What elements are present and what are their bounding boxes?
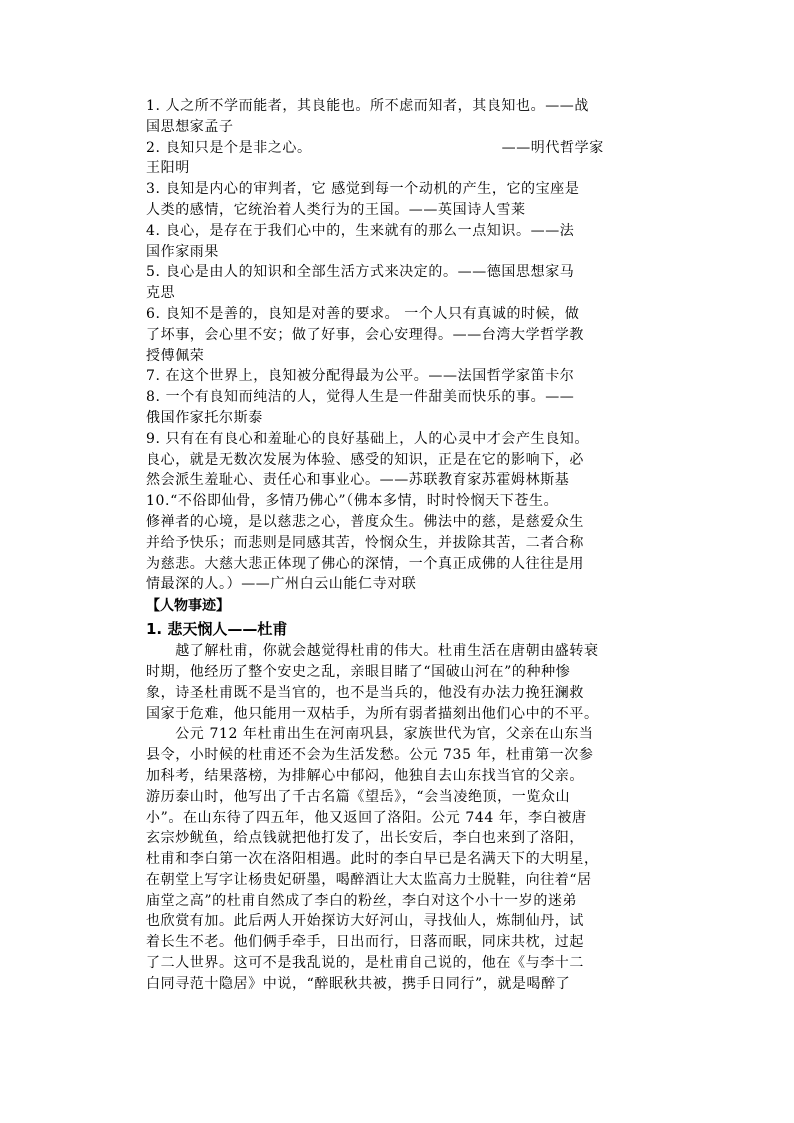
quote-line: 了坏事，会心里不安；做了好事，会心安理得。——台湾大学哲学教 — [146, 326, 584, 343]
story-line: 国家于危难，他只能用一双枯手，为所有弱者描刻出他们心中的不平。 — [146, 705, 599, 722]
section-heading: 【人物事迹】 — [146, 598, 230, 615]
story-line: 在朝堂上写字让杨贵妃研墨，喝醉酒让大太监高力士脱鞋，向往着“居 — [146, 871, 592, 888]
quote-line: 国作家雨果 — [146, 243, 219, 260]
story-line: 公元 712 年杜甫出生在河南巩县，家族世代为官，父亲在山东当 — [146, 726, 594, 743]
story-line: 也欣赏有加。此后两人开始探访大好河山，寻找仙人，炼制仙丹，试 — [146, 913, 584, 930]
story-line: 白同寻范十隐居》中说，“醉眠秋共被，携手日同行”，就是喝醉了 — [146, 975, 571, 992]
story-line: 时期，他经历了整个安史之乱，亲眼目睹了“国破山河在”的种种惨 — [146, 663, 571, 680]
document-page — [146, 96, 691, 995]
story-line: 了二人世界。这可不是我乱说的，是杜甫自己说的，他在《与李十二 — [146, 955, 584, 972]
quote-line: 国思想家孟子 — [146, 118, 234, 135]
story-line: 庙堂之高”的杜甫自然成了李白的粉丝，李白对这个小十一岁的迷弟 — [146, 892, 578, 909]
quote-line: 修禅者的心境，是以慈悲之心，普度众生。佛法中的慈，是慈爱众生 — [146, 513, 584, 530]
quote-line: 良心，就是无数次发展为体验、感受的知识，正是在它的影响下，必 — [146, 451, 584, 468]
story-line: 象，诗圣杜甫既不是当官的，也不是当兵的，他没有办法力挽狂澜救 — [146, 684, 584, 701]
quote-line: 情最深的人。）——广州白云山能仁寺对联 — [146, 576, 417, 593]
quote-line: 并给予快乐；而悲则是同感其苦，怜悯众生，并拔除其苦，二者合称 — [146, 534, 584, 551]
story-line: 着长生不老。他们俩手牵手，日出而行，日落而眠，同床共枕，过起 — [146, 934, 584, 951]
quote-line: 俄国作家托尔斯泰 — [146, 409, 263, 426]
quote-line: 3. 良知是内心的审判者，它 感觉到每一个动机的产生，它的宝座是 — [146, 181, 580, 198]
quote-line: 授傅佩荣 — [146, 347, 205, 364]
story-line: 游历泰山时，他写出了千古名篇《望岳》，“会当凌绝顶，一览众山 — [146, 788, 571, 805]
quote-line: 为慈悲。大慈大悲正体现了佛心的深情，一个真正成佛的人往往是用 — [146, 555, 584, 572]
story-line: 越了解杜甫，你就会越觉得杜甫的伟大。杜甫生活在唐朝由盛转衰 — [146, 643, 599, 660]
quote-attribution: ——明代哲学家 — [501, 139, 604, 156]
quote-text: 2. 良知只是个是非之心。 — [146, 139, 312, 156]
story-title: 1. 悲天悯人——杜甫 — [146, 620, 288, 639]
quote-line: 6. 良知不是善的，良知是对善的要求。 一个人只有真诚的时候，做 — [146, 305, 580, 322]
story-line: 小”。在山东待了四五年，他又返回了洛阳。公元 744 年，李白被唐 — [146, 809, 587, 826]
quote-line: 然会派生羞耻心、责任心和事业心。——苏联教育家苏霍姆林斯基 — [146, 472, 570, 489]
quote-line: 克思 — [146, 285, 176, 302]
quote-line: 4. 良心，是存在于我们心中的，生来就有的那么一点知识。——法 — [146, 222, 575, 239]
story-line: 杜甫和李白第一次在洛阳相遇。此时的李白早已是名满天下的大明星， — [146, 851, 599, 868]
story-line: 县令，小时候的杜甫还不会为生活发愁。公元 735 年，杜甫第一次参 — [146, 747, 594, 764]
quote-line: 10.“不俗即仙骨，多情乃佛心”（佛本多情，时时怜悯天下苍生。 — [146, 493, 559, 510]
quote-line: 1. 人之所不学而能者，其良能也。所不虑而知者，其良知也。——战 — [146, 98, 590, 114]
quote-line: 人类的感情，它统治着人类行为的王国。——英国诗人雪莱 — [146, 201, 526, 218]
quote-line — [146, 138, 691, 159]
quote-line: 5. 良心是由人的知识和全部生活方式来决定的。——德国思想家马 — [146, 264, 575, 281]
story-line: 加科考，结果落榜，为排解心中郁闷，他独自去山东找当官的父亲。 — [146, 767, 584, 784]
quote-line: 7. 在这个世界上，良知被分配得最为公平。——法国哲学家笛卡尔 — [146, 368, 575, 385]
story-line: 玄宗炒鱿鱼，给点钱就把他打发了，出长安后，李白也来到了洛阳， — [146, 830, 584, 847]
quote-line: 王阳明 — [146, 160, 190, 177]
quote-line: 8. 一个有良知而纯洁的人，觉得人生是一件甜美而快乐的事。—— — [146, 389, 575, 406]
quote-line: 9. 只有在有良心和羞耻心的良好基础上，人的心灵中才会产生良知。 — [146, 430, 590, 447]
